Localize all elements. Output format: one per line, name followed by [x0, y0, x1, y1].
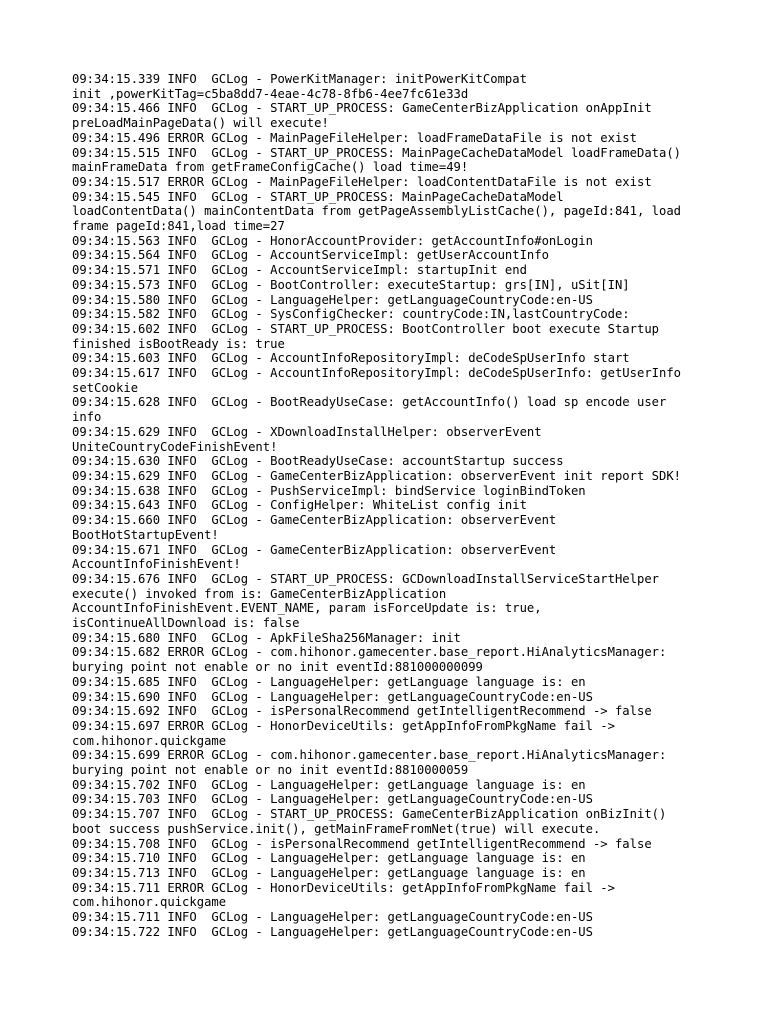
log-line: 09:34:15.573 INFO GCLog - BootController: executeStartup: grs[IN], uSit[IN] — [72, 277, 630, 292]
log-line: 09:34:15.702 INFO GCLog - LanguageHelper: getLanguage language is: en — [72, 777, 586, 792]
log-line: mainFrameData from getFrameConfigCache() load time=49! — [72, 160, 469, 175]
log-line: 09:34:15.564 INFO GCLog - AccountServiceImpl: getUserAccountInfo — [72, 248, 549, 263]
log-line: frame pageId:841,load time=27 — [72, 219, 285, 234]
log-line: BootHotStartupEvent! — [72, 527, 219, 542]
log-line: 09:34:15.638 INFO GCLog - PushServiceImpl: bindService loginBindToken — [72, 483, 586, 498]
log-line: AccountInfoFinishEvent! — [72, 557, 241, 572]
log-line: init ,powerKitTag=c5ba8dd7-4eae-4c78-8fb6-4ee7fc61e33d — [72, 86, 469, 101]
log-line: 09:34:15.602 INFO GCLog - START_UP_PROCESS: BootController boot execute Startup — [72, 321, 659, 336]
log-line: boot success pushService.init(), getMainFrameFromNet(true) will execute. — [72, 821, 601, 836]
log-line: info — [72, 410, 102, 425]
log-line: isContinueAllDownload is: false — [72, 616, 300, 631]
log-line: 09:34:15.628 INFO GCLog - BootReadyUseCase: getAccountInfo() load sp encode user — [72, 395, 667, 410]
log-line: 09:34:15.643 INFO GCLog - ConfigHelper: WhiteList config init — [72, 498, 527, 513]
log-line: 09:34:15.630 INFO GCLog - BootReadyUseCase: accountStartup success — [72, 454, 564, 469]
log-line: 09:34:15.708 INFO GCLog - isPersonalRecommend getIntelligentRecommend -> false — [72, 836, 652, 851]
log-line: 09:34:15.496 ERROR GCLog - MainPageFileHelper: loadFrameDataFile is not exist — [72, 130, 637, 145]
log-line: 09:34:15.582 INFO GCLog - SysConfigChecker: countryCode:IN,lastCountryCode: — [72, 307, 630, 322]
log-line: burying point not enable or no init eventId:881000000099 — [72, 660, 483, 675]
log-line: setCookie — [72, 380, 139, 395]
log-line: 09:34:15.466 INFO GCLog - START_UP_PROCESS: GameCenterBizApplication onAppInit — [72, 101, 652, 116]
log-line: 09:34:15.703 INFO GCLog - LanguageHelper: getLanguageCountryCode:en-US — [72, 792, 593, 807]
log-line: UniteCountryCodeFinishEvent! — [72, 439, 278, 454]
log-line: 09:34:15.711 ERROR GCLog - HonorDeviceUtils: getAppInfoFromPkgName fail -> — [72, 880, 615, 895]
log-line: 09:34:15.692 INFO GCLog - isPersonalRecommend getIntelligentRecommend -> false — [72, 704, 652, 719]
log-line: 09:34:15.629 INFO GCLog - GameCenterBizApplication: observerEvent init report SDK! — [72, 468, 682, 483]
log-line: 09:34:15.629 INFO GCLog - XDownloadInstallHelper: observerEvent — [72, 424, 542, 439]
log-line: 09:34:15.711 INFO GCLog - LanguageHelper: getLanguageCountryCode:en-US — [72, 910, 593, 925]
log-line: 09:34:15.697 ERROR GCLog - HonorDeviceUtils: getAppInfoFromPkgName fail -> — [72, 718, 615, 733]
log-line: 09:34:15.707 INFO GCLog - START_UP_PROCESS: GameCenterBizApplication onBizInit() — [72, 807, 667, 822]
log-line: 09:34:15.571 INFO GCLog - AccountServiceImpl: startupInit end — [72, 263, 527, 278]
log-line: 09:34:15.339 INFO GCLog - PowerKitManager: initPowerKitCompat — [72, 72, 527, 86]
log-line: 09:34:15.710 INFO GCLog - LanguageHelper: getLanguage language is: en — [72, 851, 586, 866]
log-line: 09:34:15.676 INFO GCLog - START_UP_PROCESS: GCDownloadInstallServiceStartHelper — [72, 571, 659, 586]
log-text-block — [72, 72, 768, 939]
log-line: AccountInfoFinishEvent.EVENT_NAME, param isForceUpdate is: true, — [72, 601, 542, 616]
log-line: 09:34:15.699 ERROR GCLog - com.hihonor.gamecenter.base_report.HiAnalyticsManager: — [72, 748, 667, 763]
log-line: 09:34:15.617 INFO GCLog - AccountInfoRepositoryImpl: deCodeSpUserInfo: getUserInfo — [72, 366, 682, 381]
log-line: com.hihonor.quickgame — [72, 895, 227, 910]
log-line: com.hihonor.quickgame — [72, 733, 227, 748]
log-line: 09:34:15.722 INFO GCLog - LanguageHelper: getLanguageCountryCode:en-US — [72, 924, 593, 939]
log-line: 09:34:15.682 ERROR GCLog - com.hihonor.gamecenter.base_report.HiAnalyticsManager: — [72, 645, 667, 660]
log-line: 09:34:15.713 INFO GCLog - LanguageHelper: getLanguage language is: en — [72, 865, 586, 880]
log-line: 09:34:15.515 INFO GCLog - START_UP_PROCESS: MainPageCacheDataModel loadFrameData() — [72, 145, 682, 160]
log-line: burying point not enable or no init eventId:8810000059 — [72, 763, 469, 778]
log-line: preLoadMainPageData() will execute! — [72, 116, 329, 131]
log-line: 09:34:15.563 INFO GCLog - HonorAccountProvider: getAccountInfo#onLogin — [72, 233, 593, 248]
log-line: 09:34:15.580 INFO GCLog - LanguageHelper: getLanguageCountryCode:en-US — [72, 292, 593, 307]
log-line: 09:34:15.660 INFO GCLog - GameCenterBizApplication: observerEvent — [72, 513, 557, 528]
log-line: 09:34:15.545 INFO GCLog - START_UP_PROCESS: MainPageCacheDataModel — [72, 189, 564, 204]
log-line: execute() invoked from is: GameCenterBizApplication — [72, 586, 447, 601]
log-line: 09:34:15.671 INFO GCLog - GameCenterBizApplication: observerEvent — [72, 542, 557, 557]
log-line: 09:34:15.680 INFO GCLog - ApkFileSha256Manager: init — [72, 630, 461, 645]
log-line: 09:34:15.685 INFO GCLog - LanguageHelper: getLanguage language is: en — [72, 674, 586, 689]
log-line: loadContentData() mainContentData from getPageAssemblyListCache(), pageId:841, load — [72, 204, 682, 219]
log-line: 09:34:15.603 INFO GCLog - AccountInfoRepositoryImpl: deCodeSpUserInfo start — [72, 351, 630, 366]
log-line: 09:34:15.517 ERROR GCLog - MainPageFileHelper: loadContentDataFile is not exist — [72, 174, 652, 189]
log-line: 09:34:15.690 INFO GCLog - LanguageHelper: getLanguageCountryCode:en-US — [72, 689, 593, 704]
log-line: finished isBootReady is: true — [72, 336, 285, 351]
